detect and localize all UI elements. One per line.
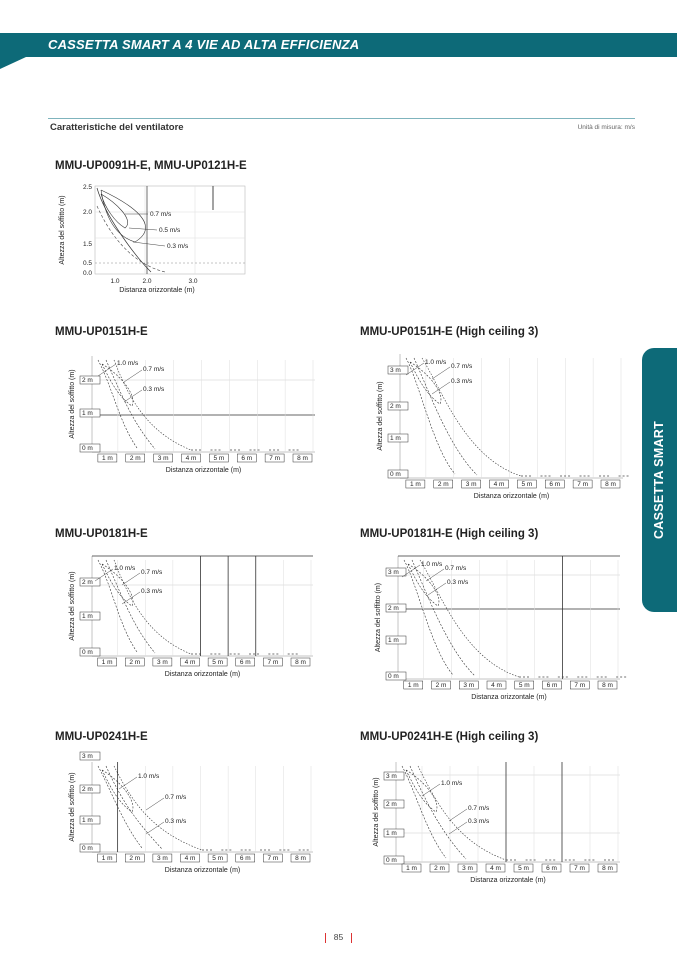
chart-5-xtick-2: 3 m [463, 682, 475, 689]
chart-3-xtick-6: 7 m [577, 481, 589, 488]
chart-6-xtick-5: 6 m [239, 855, 251, 862]
chart-5-ytick-3: 0 m [388, 673, 399, 680]
chart-7-curve-3 [406, 770, 437, 812]
chart-2-xtick-7: 8 m [297, 455, 308, 462]
chart-2-ytick-0: 2 m [82, 377, 93, 384]
chart-1-velocity-2: 0.3 m/s [167, 243, 189, 250]
chart-5-xtick-3: 4 m [491, 682, 502, 689]
chart-4 [55, 550, 320, 685]
chart-2-velocity-0: 1.0 m/s [117, 360, 139, 367]
chart-5-curve-0 [404, 560, 453, 675]
section-divider [48, 118, 635, 119]
chart-1-ytick-0: 2.5 [82, 184, 92, 191]
chart-5-curve-3 [408, 564, 439, 606]
chart-2-curve-2 [114, 360, 191, 450]
chart-5-xtick-0: 1 m [407, 682, 419, 689]
chart-6-xtick-7: 8 m [295, 855, 306, 862]
chart-1-ytick-2: 1.5 [82, 241, 92, 248]
chart-5-xtick-1: 2 m [435, 682, 447, 689]
chart-3-ytick-0: 3 m [390, 367, 401, 374]
chart-7-ytick-3: 0 m [386, 857, 397, 864]
header-title: CASSETTA SMART A 4 VIE AD ALTA EFFICIENZA [48, 37, 360, 52]
chart-2-xlabel: Distanza orizzontale (m) [165, 467, 242, 474]
chart-7-ylabel: Altezza del soffitto (m) [373, 777, 380, 847]
chart-4-ytick-0: 2 m [82, 579, 93, 586]
chart-3-xtick-5: 6 m [549, 481, 561, 488]
chart-6-ytick-3: 0 m [82, 845, 93, 852]
chart-2-ylabel: Altezza del soffitto (m) [69, 369, 76, 439]
chart-3-ytick-3: 0 m [390, 471, 401, 478]
chart-6-ytick-0: 3 m [82, 753, 93, 760]
chart-2-curve-0 [98, 360, 137, 448]
chart-6-ytick-2: 1 m [82, 817, 93, 824]
chart-3-xtick-1: 2 m [437, 481, 449, 488]
chart-7-xtick-2: 3 m [462, 865, 473, 872]
chart-6-xtick-6: 7 m [267, 855, 279, 862]
chart-5-velocity-1: 0.7 m/s [445, 565, 467, 572]
chart-title-2: MMU-UP0151H-E [55, 326, 148, 338]
chart-7 [360, 752, 630, 892]
chart-1-xtick-1: 2.0 [142, 278, 152, 285]
chart-6-ylabel: Altezza del soffitto (m) [69, 772, 76, 842]
chart-4-xlabel: Distanza orizzontale (m) [164, 671, 241, 678]
chart-6-xlabel: Distanza orizzontale (m) [164, 867, 241, 874]
chart-7-ytick-0: 3 m [386, 773, 397, 780]
chart-3-xlabel: Distanza orizzontale (m) [473, 493, 550, 500]
chart-4-xtick-3: 4 m [184, 659, 196, 666]
chart-3-xtick-0: 1 m [409, 481, 421, 488]
chart-2-velocity-1: 0.7 m/s [143, 366, 165, 373]
chart-5-curve-1 [412, 560, 475, 676]
chart-5-ylabel: Altezza del soffitto (m) [375, 582, 382, 653]
chart-4-xtick-7: 8 m [295, 659, 306, 666]
chart-4-leader-1 [122, 573, 140, 585]
chart-4-xtick-2: 3 m [156, 659, 168, 666]
chart-2-xtick-5: 6 m [241, 455, 253, 462]
chart-3 [360, 348, 630, 503]
chart-7-ytick-1: 2 m [386, 801, 397, 808]
chart-3-ytick-1: 2 m [390, 403, 401, 410]
chart-7-velocity-1: 0.7 m/s [468, 805, 490, 812]
chart-4-ylabel: Altezza del soffitto (m) [69, 571, 76, 641]
chart-3-xtick-2: 3 m [465, 481, 477, 488]
chart-3-xtick-4: 5 m [521, 481, 533, 488]
chart-1-leader-2 [133, 242, 165, 246]
chart-7-leader-0 [422, 784, 440, 796]
chart-7-xtick-7: 8 m [602, 865, 613, 872]
chart-7-xtick-6: 7 m [574, 865, 585, 872]
chart-4-xtick-1: 2 m [129, 659, 141, 666]
chart-7-curve-0 [402, 766, 446, 858]
chart-4-velocity-1: 0.7 m/s [141, 569, 163, 576]
chart-6-velocity-0: 1.0 m/s [138, 773, 160, 780]
chart-6-xtick-1: 2 m [129, 855, 141, 862]
chart-6-leader-1 [146, 798, 164, 810]
chart-5 [360, 550, 630, 705]
chart-1-xtick-2: 3.0 [188, 278, 198, 285]
chart-1-ylabel: Altezza del soffitto (m) [59, 195, 66, 265]
chart-3-ytick-2: 1 m [390, 435, 401, 442]
chart-7-velocity-0: 1.0 m/s [441, 780, 463, 787]
chart-7-leader-2 [449, 822, 467, 834]
chart-4-xtick-4: 5 m [212, 659, 224, 666]
chart-4-leader-0 [95, 569, 113, 581]
chart-6-xtick-4: 5 m [212, 855, 224, 862]
chart-title-1: MMU-UP0091H-E, MMU-UP0121H-E [55, 160, 247, 172]
chart-5-xtick-7: 8 m [602, 682, 613, 689]
chart-2-xtick-0: 1 m [101, 455, 113, 462]
chart-4-velocity-0: 1.0 m/s [114, 565, 136, 572]
chart-1 [55, 182, 295, 312]
chart-1-ytick-3: 0.5 [82, 260, 92, 267]
chart-1-velocity-1: 0.5 m/s [159, 227, 181, 234]
chart-title-5: MMU-UP0181H-E (High ceiling 3) [360, 528, 539, 540]
chart-1-velocity-0: 0.7 m/s [150, 211, 172, 218]
chart-7-xtick-1: 2 m [434, 865, 445, 872]
chart-2-curve-1 [106, 360, 155, 449]
chart-3-curve-1 [414, 358, 477, 475]
page-bar-left [325, 933, 326, 943]
chart-1-curve-2 [101, 194, 128, 228]
chart-3-ylabel: Altezza del soffitto (m) [377, 381, 384, 451]
chart-1-ytick-4: 0.0 [82, 270, 92, 277]
chart-5-leader-2 [428, 583, 446, 595]
chart-3-velocity-1: 0.7 m/s [451, 363, 473, 370]
chart-3-velocity-0: 1.0 m/s [425, 359, 447, 366]
units-note: Unità di misura: m/s [577, 124, 635, 131]
section-title: Caratteristiche del ventilatore [50, 122, 184, 133]
chart-7-xtick-4: 5 m [518, 865, 529, 872]
chart-4-xtick-6: 7 m [267, 659, 279, 666]
chart-2-xtick-4: 5 m [213, 455, 225, 462]
chart-2-velocity-2: 0.3 m/s [143, 386, 165, 393]
chart-6-xtick-2: 3 m [156, 855, 168, 862]
chart-3-leader-0 [406, 363, 424, 375]
chart-5-xlabel: Distanza orizzontale (m) [471, 694, 547, 701]
page-number: 85 [333, 932, 344, 942]
chart-5-ytick-0: 3 m [388, 569, 399, 576]
chart-1-curve-0 [97, 188, 151, 272]
page-bar-right [351, 933, 352, 943]
chart-7-xtick-3: 4 m [490, 865, 501, 872]
chart-5-xtick-5: 6 m [546, 682, 558, 689]
chart-6-xtick-3: 4 m [184, 855, 196, 862]
chart-1-xlabel: Distanza orizzontale (m) [119, 287, 195, 294]
chart-7-leader-1 [449, 809, 467, 821]
side-tab [642, 348, 677, 612]
chart-7-xlabel: Distanza orizzontale (m) [470, 877, 546, 884]
chart-2-ytick-2: 0 m [82, 445, 93, 452]
chart-title-4: MMU-UP0181H-E [55, 528, 148, 540]
chart-5-velocity-0: 1.0 m/s [421, 561, 443, 568]
chart-4-xtick-0: 1 m [101, 659, 113, 666]
chart-3-xtick-3: 4 m [493, 481, 505, 488]
chart-6 [55, 752, 320, 882]
chart-5-curve-2 [420, 560, 519, 677]
chart-2-ytick-1: 1 m [82, 410, 93, 417]
chart-6-leader-0 [119, 777, 137, 789]
chart-1-leader-1 [129, 228, 157, 230]
chart-7-xtick-0: 1 m [406, 865, 417, 872]
chart-2 [55, 348, 320, 478]
chart-6-xtick-0: 1 m [101, 855, 113, 862]
side-tab-label: CASSETTA SMART [652, 420, 667, 540]
chart-5-ytick-1: 2 m [388, 605, 399, 612]
header-banner-tab [0, 57, 26, 69]
chart-3-leader-1 [432, 367, 450, 379]
chart-2-leader-2 [124, 390, 142, 402]
chart-6-ytick-1: 2 m [82, 786, 93, 793]
chart-2-xtick-1: 2 m [129, 455, 141, 462]
chart-3-velocity-2: 0.3 m/s [451, 378, 473, 385]
chart-6-leader-2 [146, 822, 164, 834]
chart-1-curve-1 [101, 190, 146, 242]
chart-5-xtick-4: 5 m [518, 682, 530, 689]
chart-1-ytick-1: 2.0 [82, 209, 92, 216]
chart-3-curve-3 [410, 362, 441, 404]
chart-7-xtick-5: 6 m [546, 865, 557, 872]
chart-4-velocity-2: 0.3 m/s [141, 588, 163, 595]
chart-4-ytick-1: 1 m [82, 613, 93, 620]
chart-4-ytick-2: 0 m [82, 649, 93, 656]
chart-5-velocity-2: 0.3 m/s [447, 579, 469, 586]
chart-5-ytick-2: 1 m [388, 637, 399, 644]
chart-title-7: MMU-UP0241H-E (High ceiling 3) [360, 731, 539, 743]
chart-3-xtick-7: 8 m [605, 481, 616, 488]
page-number-area [0, 932, 677, 943]
chart-5-xtick-6: 7 m [574, 682, 586, 689]
chart-7-ytick-2: 1 m [386, 830, 397, 837]
chart-2-xtick-6: 7 m [269, 455, 281, 462]
chart-6-velocity-2: 0.3 m/s [165, 818, 187, 825]
chart-4-xtick-5: 6 m [239, 659, 251, 666]
chart-2-xtick-2: 3 m [157, 455, 169, 462]
chart-title-6: MMU-UP0241H-E [55, 731, 148, 743]
chart-6-velocity-1: 0.7 m/s [165, 794, 187, 801]
chart-7-velocity-2: 0.3 m/s [468, 818, 490, 825]
chart-title-3: MMU-UP0151H-E (High ceiling 3) [360, 326, 539, 338]
chart-2-xtick-3: 4 m [185, 455, 197, 462]
chart-3-curve-0 [406, 358, 455, 474]
chart-1-xtick-0: 1.0 [110, 278, 120, 285]
